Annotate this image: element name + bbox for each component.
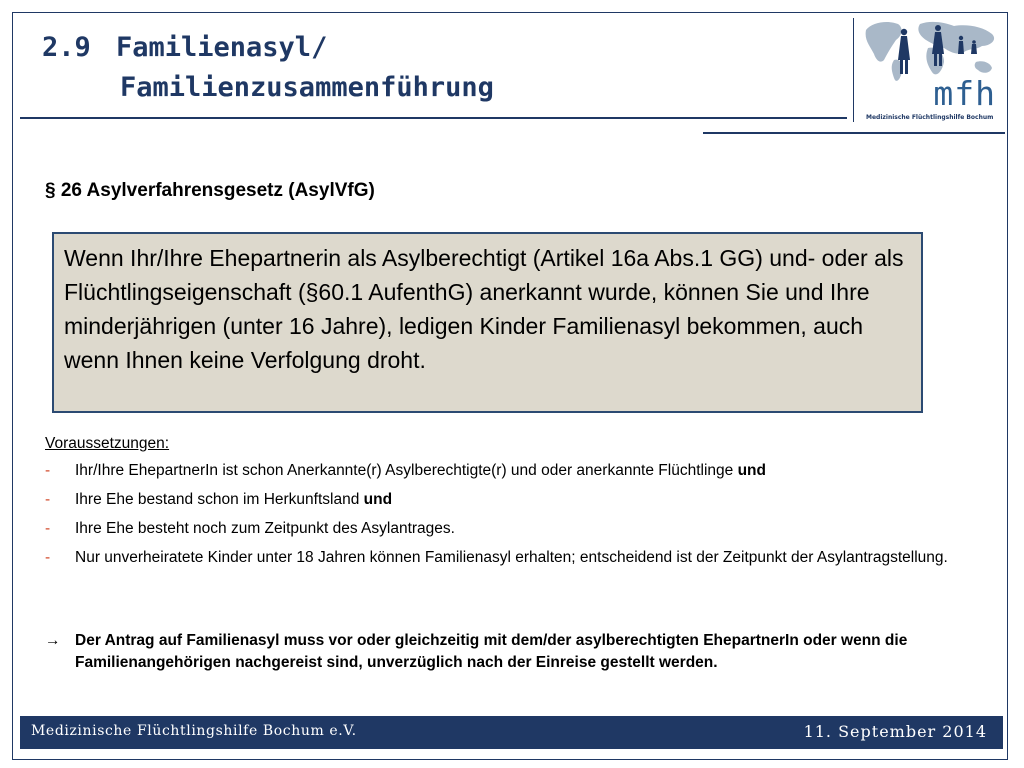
- logo-text: mfh: [933, 74, 996, 113]
- list-item: [45, 460, 975, 482]
- law-heading: § 26 Asylverfahrensgesetz (AsylVfG): [45, 180, 375, 201]
- footer-organization: Medizinische Flüchtlingshilfe Bochum e.V.: [31, 723, 357, 739]
- list-item-text: Nur unverheiratete Kinder unter 18 Jahren können Familienasyl erhalten; entscheidend ist der Zeitpunkt der Asylantragstellung.: [75, 549, 948, 566]
- note-text: Der Antrag auf Familienasyl muss vor oder gleichzeitig mit dem/der asylberechtigten EhepartnerIn oder wenn die Familienangehörigen nachgereist sind, unverzüglich nach der Einreise gestellt werden.: [75, 632, 908, 671]
- info-box-text: Wenn Ihr/Ihre Ehepartnerin als Asylberechtigt (Artikel 16a Abs.1 GG) und- oder als Flüchtlingseigenschaft (§60.1 AufenthG) anerkannt wurde, können Sie und Ihre minderjährigen (unter 16 Jahre), ledigen Kinder Familienasyl bekommen, auch wenn Ihnen keine Verfolgung droht.: [64, 245, 904, 373]
- mfh-logo: [858, 16, 1006, 124]
- slide-title: [42, 28, 494, 108]
- section-number: 2.9: [42, 32, 91, 63]
- title-line-1: Familienasyl/: [116, 32, 328, 63]
- list-bullet: -: [45, 549, 51, 566]
- logo-subtitle: Medizinische Flüchtlingshilfe Bochum: [866, 114, 994, 121]
- list-item-bold: und: [363, 491, 393, 508]
- list-bullet: -: [45, 491, 51, 508]
- list-item-bold: und: [737, 462, 766, 479]
- list-bullet: -: [45, 520, 51, 537]
- requirements-label: Voraussetzungen:: [45, 435, 170, 452]
- requirements-list: [45, 460, 975, 569]
- title-underline: [20, 117, 847, 119]
- list-item-text: Ihre Ehe bestand schon im Herkunftsland: [75, 491, 360, 508]
- application-note: [45, 630, 965, 674]
- footer-bar: [20, 716, 1003, 749]
- list-item: [45, 518, 975, 540]
- requirements-section: [45, 433, 975, 576]
- footer-date: 11. September 2014: [803, 722, 987, 741]
- info-box: [52, 232, 923, 413]
- arrow-right-icon: →: [45, 632, 61, 649]
- title-line-2: Familienzusammenführung: [120, 72, 494, 103]
- logo-underline: [703, 132, 1005, 134]
- list-item-text: Ihr/Ihre EhepartnerIn ist schon Anerkannte(r) Asylberechtigte(r) und oder anerkannte Flüchtlinge: [75, 462, 734, 479]
- list-item: [45, 489, 975, 511]
- logo-divider: [853, 18, 854, 122]
- list-item-text: Ihre Ehe besteht noch zum Zeitpunkt des Asylantrages.: [75, 520, 455, 537]
- list-bullet: -: [45, 462, 51, 479]
- list-item: [45, 547, 975, 569]
